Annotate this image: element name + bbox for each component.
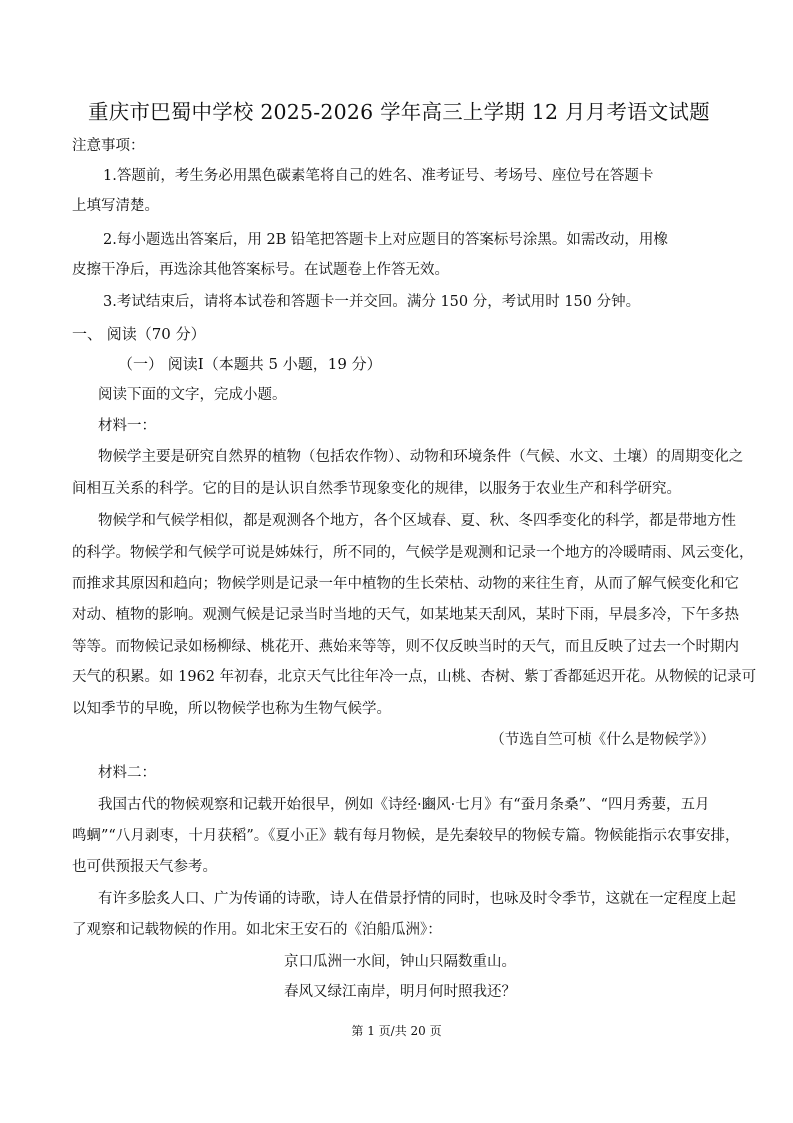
material-2-paragraph-1-cont: 鸣蜩”“八月剥枣，十月获稻”。《夏小正》载有每月物候，是先秦较早的物候专篇。物候能指示农事安排，	[72, 828, 740, 844]
subsection-heading: （一） 阅读Ⅰ（本题共 5 小题，19 分）	[118, 355, 382, 373]
material-2-paragraph-1: 我国古代的物候观察和记载开始很早，例如《诗经·豳风·七月》有“蚕月条桑”、“四月秀葽，五月	[98, 797, 710, 813]
material-1-paragraph-2-cont: 对动、植物的影响。观测气候是记录当时当地的天气，如某地某天刮风，某时下雨，早晨多冷，下午多热	[72, 607, 739, 623]
material-2-paragraph-2: 有许多脍炙人口、广为传诵的诗歌，诗人在借景抒情的同时，也咏及时令季节，这就在一定程度上起	[98, 891, 736, 907]
notice-item-1: 1.答题前，考生务必用黑色碳素笔将自己的姓名、准考证号、考场号、座位号在答题卡	[103, 168, 654, 184]
material-1-paragraph-1: 物候学主要是研究自然界的植物（包括农作物）、动物和环境条件（气候、水文、土壤）的周期变化之	[98, 449, 744, 465]
material-1-paragraph-2-cont: 以知季节的早晚，所以物候学也称为生物气候学。	[72, 701, 391, 717]
page-footer: 第 1 页/共 20 页	[351, 1024, 442, 1038]
poem-line-2: 春风又绿江南岸，明月何时照我还？	[284, 984, 516, 1000]
notice-item-2: 2.每小题选出答案后，用 2B 铅笔把答题卡上对应题目的答案标号涂黑。如需改动，用橡	[103, 232, 668, 248]
notice-heading: 注意事项：	[72, 138, 145, 154]
material-1-source: （节选自竺可桢《什么是物候学》）	[490, 732, 715, 748]
instruction-text: 阅读下面的文字，完成小题。	[98, 387, 287, 403]
material-1-paragraph-2-cont: 的科学。物候学和气候学可说是姊妹行，所不同的，气候学是观测和记录一个地方的冷暖晴雨、风云变化，	[72, 545, 754, 561]
material-1-paragraph-2-cont: 天气的积累。如 1962 年初春，北京天气比往年冷一点，山桃、杏树、紫丁香都延迟开花。从物候的记录可	[72, 669, 757, 685]
material-1-paragraph-1-cont: 间相互关系的科学。它的目的是认识自然季节现象变化的规律，以服务于农业生产和科学研究。	[72, 481, 681, 497]
document-title: 重庆市巴蜀中学校 2025-2026 学年高三上学期 12 月月考语文试题	[88, 100, 710, 124]
section-heading: 一、 阅读（70 分）	[72, 325, 206, 343]
material-2-paragraph-1-cont: 也可供预报天气参考。	[72, 859, 217, 875]
poem-line-1: 京口瓜洲一水间，钟山只隔数重山。	[284, 954, 516, 970]
material-1-paragraph-2-cont: 而推求其原因和趋向；物候学则是记录一年中植物的生长荣枯、动物的来往生育，从而了解气候变化和它	[72, 576, 739, 592]
material-1-label: 材料一：	[98, 418, 156, 434]
material-1-paragraph-2: 物候学和气候学相似，都是观测各个地方，各个区域春、夏、秋、冬四季变化的科学，都是带地方性	[98, 513, 736, 529]
material-2-label: 材料二：	[98, 765, 156, 781]
material-2-paragraph-2-cont: 了观察和记载物候的作用。如北宋王安石的《泊船瓜洲》：	[72, 922, 442, 938]
notice-item-2-cont: 皮擦干净后，再选涂其他答案标号。在试题卷上作答无效。	[72, 262, 449, 278]
material-1-paragraph-2-cont: 等等。而物候记录如杨柳绿、桃花开、燕始来等等，则不仅反映当时的天气，而且反映了过去一个时期内	[72, 639, 739, 655]
notice-item-1-cont: 上填写清楚。	[72, 198, 159, 214]
notice-item-3: 3.考试结束后，请将本试卷和答题卡一并交回。满分 150 分，考试用时 150 分钟。	[103, 294, 641, 310]
